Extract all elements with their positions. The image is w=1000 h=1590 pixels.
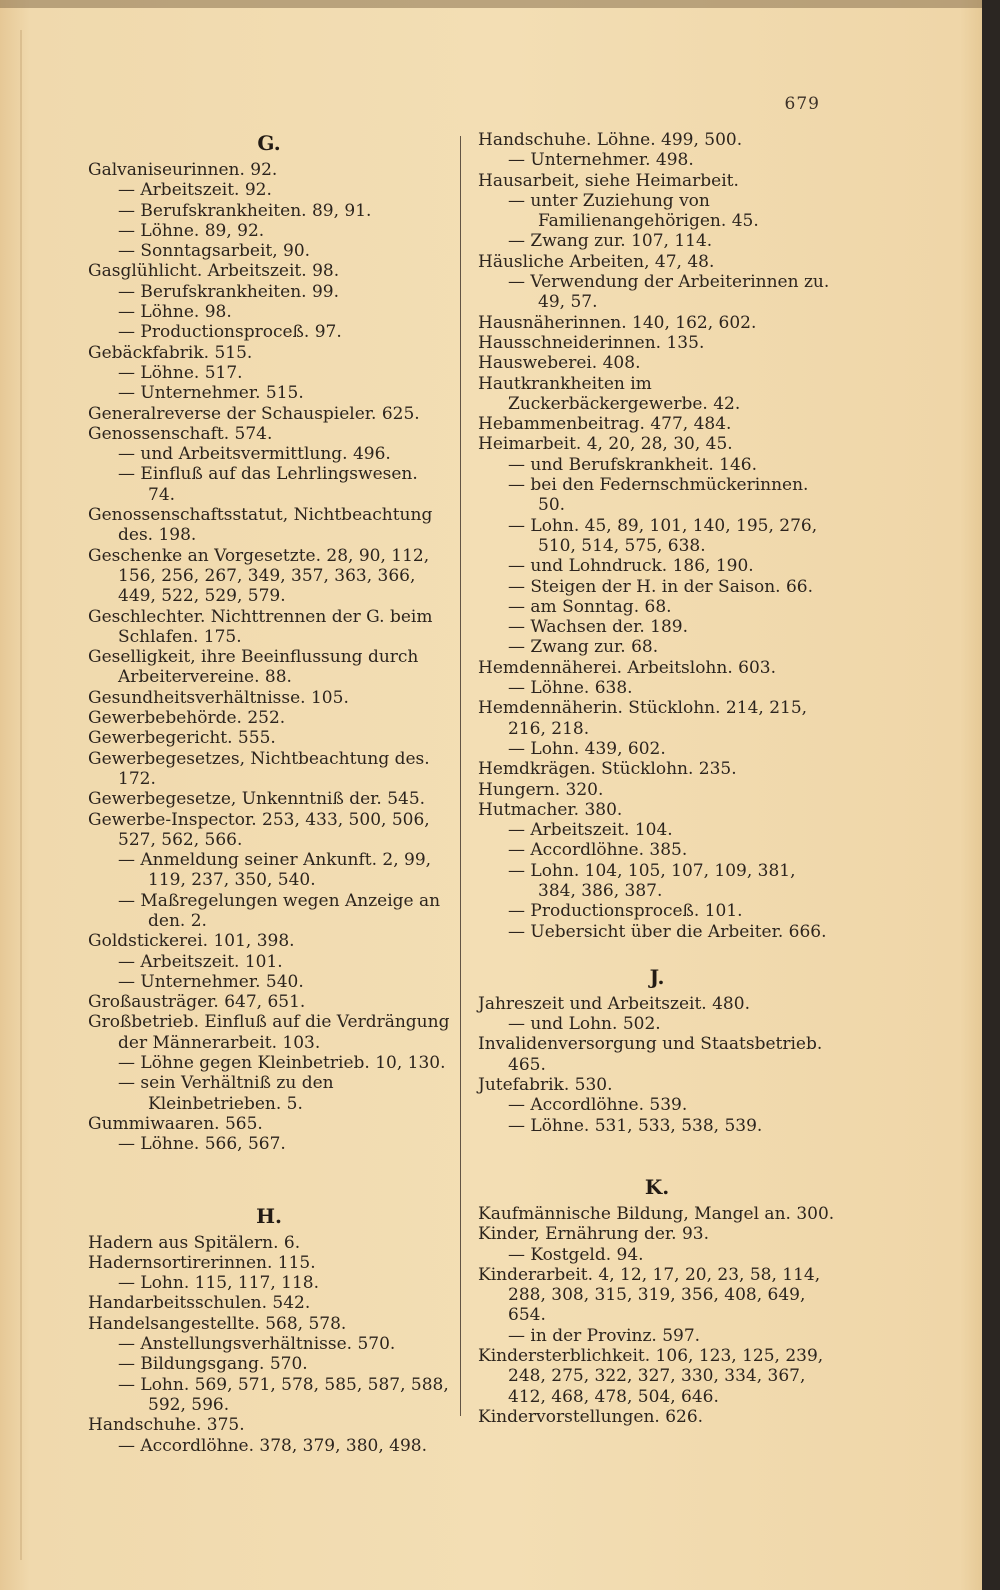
index-entry: Hemdennäherei. Arbeitslohn. 603. [478,657,776,678]
index-subentry: — und Lohndruck. 186, 190. [508,556,754,577]
index-subentry: — unter Zuziehung von Familienangehörigen. 45. [508,190,759,232]
index-section-j [478,966,836,1136]
index-subentry: — und Lohn. 502. [508,1014,661,1035]
index-entry: Genossenschaftsstatut, Nichtbeachtung des. 198. [88,505,433,546]
index-entry: Häusliche Arbeiten, 47, 48. [478,251,715,272]
page-top-edge [0,0,990,8]
index-subentry: — Unternehmer. 498. [508,150,694,171]
section-heading-k: K. [644,1174,670,1199]
index-section-h [88,1205,450,1456]
index-entry: Gewerbe-Inspector. 253, 433, 500, 506, 527, 562, 566. [88,809,430,850]
index-entry: Hausweberei. 408. [478,353,641,374]
index-entry: Geschlechter. Nichttrennen der G. beim Schlafen. 175. [88,606,433,647]
index-entry: Hadernsortirerinnen. 115. [88,1252,316,1273]
index-subentry: — Anstellungsverhältnisse. 570. [118,1334,396,1355]
index-subentry: — Steigen der H. in der Saison. 66. [508,576,814,597]
index-subentry: — Zwang zur. 107, 114. [508,231,713,252]
index-subentry: — sein Verhältniß zu den Kleinbetrieben. 5. [118,1073,334,1114]
index-subentry: — Accordlöhne. 385. [508,840,688,861]
index-entry: Hausschneiderinnen. 135. [478,332,705,353]
index-entry: Hungern. 320. [478,779,604,800]
index-subentry: — Arbeitszeit. 92. [118,180,272,201]
index-entry: Hemdkrägen. Stücklohn. 235. [478,759,737,780]
index-subentry: — Lohn. 104, 105, 107, 109, 381, 384, 386, 387. [508,860,796,901]
index-entry: Gasglühlicht. Arbeitszeit. 98. [88,261,340,282]
index-subentry: — Verwendung der Arbeiterinnen zu. 49, 57. [508,272,830,313]
index-subentry: — Kostgeld. 94. [508,1244,644,1265]
index-entry: Kindersterblichkeit. 106, 123, 125, 239, 248, 275, 322, 327, 330, 334, 367, 412, 468, 478, 504, 646. [478,1346,824,1407]
index-subentry: — und Arbeitsvermittlung. 496. [118,444,391,465]
index-subentry: — Lohn. 115, 117, 118. [118,1273,319,1294]
index-entry: Jahreszeit und Arbeitszeit. 480. [478,993,750,1014]
index-entry: Gummiwaaren. 565. [88,1113,263,1134]
index-subentry: — Löhne. 517. [118,362,243,383]
index-subentry: — Einfluß auf das Lehrlingswesen. 74. [118,464,418,505]
index-entry: Kindervorstellungen. 626. [478,1406,704,1427]
index-subentry: — Lohn. 569, 571, 578, 585, 587, 588, 592, 596. [118,1374,449,1415]
index-subentry: — Bildungsgang. 570. [118,1354,308,1375]
book-edge-shadow [982,0,1000,1590]
index-entry: Invalidenversorgung und Staatsbetrieb. 465. [478,1034,823,1075]
index-subentry: — Sonntagsarbeit, 90. [118,241,311,262]
index-subentry: — Maßregelungen wegen Anzeige an den. 2. [118,890,441,931]
index-entry: Handarbeitsschulen. 542. [88,1293,311,1314]
index-subentry: — Berufskrankheiten. 89, 91. [118,200,372,221]
index-subentry: — Productionsproceß. 97. [118,322,342,343]
column-divider [460,136,461,1416]
index-subentry: — Löhne. 531, 533, 538, 539. [508,1115,763,1136]
index-subentry: — Zwang zur. 68. [508,637,659,658]
index-entry: Großbetrieb. Einfluß auf die Verdrängung der Männerarbeit. 103. [88,1012,450,1053]
index-subentry: — bei den Federnschmückerinnen. 50. [508,475,809,516]
index-entry: Kinderarbeit. 4, 12, 17, 20, 23, 58, 114, 288, 308, 315, 319, 356, 408, 649, 654. [478,1264,821,1326]
index-entry: Gewerbegesetzes, Nichtbeachtung des. 172. [88,748,430,789]
index-entry: Handschuhe. 375. [88,1415,245,1436]
index-column-left [88,130,450,1456]
index-subentry: — in der Provinz. 597. [508,1325,701,1346]
index-subentry: — Unternehmer. 515. [118,383,304,404]
binding-gutter [20,30,22,1560]
section-spacer [88,1155,450,1203]
index-entry: Gewerbegericht. 555. [88,728,276,749]
index-subentry: — und Berufskrankheit. 146. [508,454,757,475]
index-subentry: — Anmeldung seiner Ankunft. 2, 99, 119, 237, 350, 540. [118,850,432,891]
index-subentry: — Accordlöhne. 378, 379, 380, 498. [118,1435,428,1456]
entry-list-h-continued [478,130,836,942]
index-subentry: — am Sonntag. 68. [508,596,672,617]
index-entry: Hebammenbeitrag. 477, 484. [478,414,732,435]
index-entry: Hadern aus Spitälern. 6. [88,1232,301,1253]
index-section-h-continued [478,130,836,942]
index-entry: Generalreverse der Schauspieler. 625. [88,403,420,424]
index-entry: Heimarbeit. 4, 20, 28, 30, 45. [478,434,733,455]
index-entry: Kinder, Ernährung der. 93. [478,1224,710,1245]
index-entry: Gewerbegesetze, Unkenntniß der. 545. [88,789,426,810]
index-entry: Hautkrankheiten im Zuckerbäckergewerbe. 42. [478,373,741,414]
index-entry: Goldstickerei. 101, 398. [88,931,295,952]
index-entry: Geschenke an Vorgesetzte. 28, 90, 112, 156, 256, 267, 349, 357, 363, 366, 449, 522, 529, 579. [88,545,430,607]
index-subentry: — Löhne. 638. [508,678,633,699]
section-spacer [478,942,836,964]
index-subentry: — Wachsen der. 189. [508,617,689,638]
entry-list-g [88,160,450,1155]
index-entry: Jutefabrik. 530. [478,1075,613,1096]
index-subentry: — Berufskrankheiten. 99. [118,281,339,302]
index-subentry: — Productionsproceß. 101. [508,901,743,922]
index-entry: Gewerbebehörde. 252. [88,708,286,729]
section-heading-j: J. [649,964,665,989]
section-spacer [478,1136,836,1174]
index-entry: Genossenschaft. 574. [88,423,273,444]
entry-list-h [88,1233,450,1456]
index-section-g [88,132,450,1155]
section-heading-g: G. [257,131,281,155]
index-entry: Hausnäherinnen. 140, 162, 602. [478,312,757,333]
index-subentry: — Löhne. 566, 567. [118,1134,286,1155]
index-section-k [478,1176,836,1427]
index-column-right [478,130,836,1427]
index-subentry: — Unternehmer. 540. [118,971,304,992]
page-number: 679 [784,94,820,114]
section-heading-h: H. [256,1203,282,1228]
index-subentry: — Löhne. 89, 92. [118,220,265,241]
index-subentry: — Lohn. 439, 602. [508,738,666,759]
index-subentry: — Accordlöhne. 539. [508,1095,688,1116]
index-entry: Gebäckfabrik. 515. [88,342,253,363]
index-entry: Galvaniseurinnen. 92. [88,160,278,180]
index-subentry: — Löhne gegen Kleinbetrieb. 10, 130. [118,1053,446,1074]
index-subentry: — Arbeitszeit. 101. [118,951,283,972]
index-entry: Gesundheitsverhältnisse. 105. [88,687,349,708]
entry-list-j [478,994,836,1136]
entry-list-k [478,1204,836,1427]
index-entry: Hutmacher. 380. [478,799,623,820]
index-entry: Hausarbeit, siehe Heimarbeit. [478,170,739,191]
index-entry: Handelsangestellte. 568, 578. [88,1313,347,1334]
index-entry: Kaufmännische Bildung, Mangel an. 300. [478,1203,835,1224]
index-subentry: — Lohn. 45, 89, 101, 140, 195, 276, 510, 514, 575, 638. [508,515,818,556]
index-entry: Geselligkeit, ihre Beeinflussung durch Arbeitervereine. 88. [88,647,419,688]
index-subentry: — Uebersicht über die Arbeiter. 666. [508,921,827,942]
index-entry: Großausträger. 647, 651. [88,992,306,1013]
index-subentry: — Arbeitszeit. 104. [508,820,673,841]
index-subentry: — Löhne. 98. [118,302,232,323]
index-entry: Handschuhe. Löhne. 499, 500. [478,130,743,150]
index-entry: Hemdennäherin. Stücklohn. 214, 215, 216, 218. [478,698,808,739]
